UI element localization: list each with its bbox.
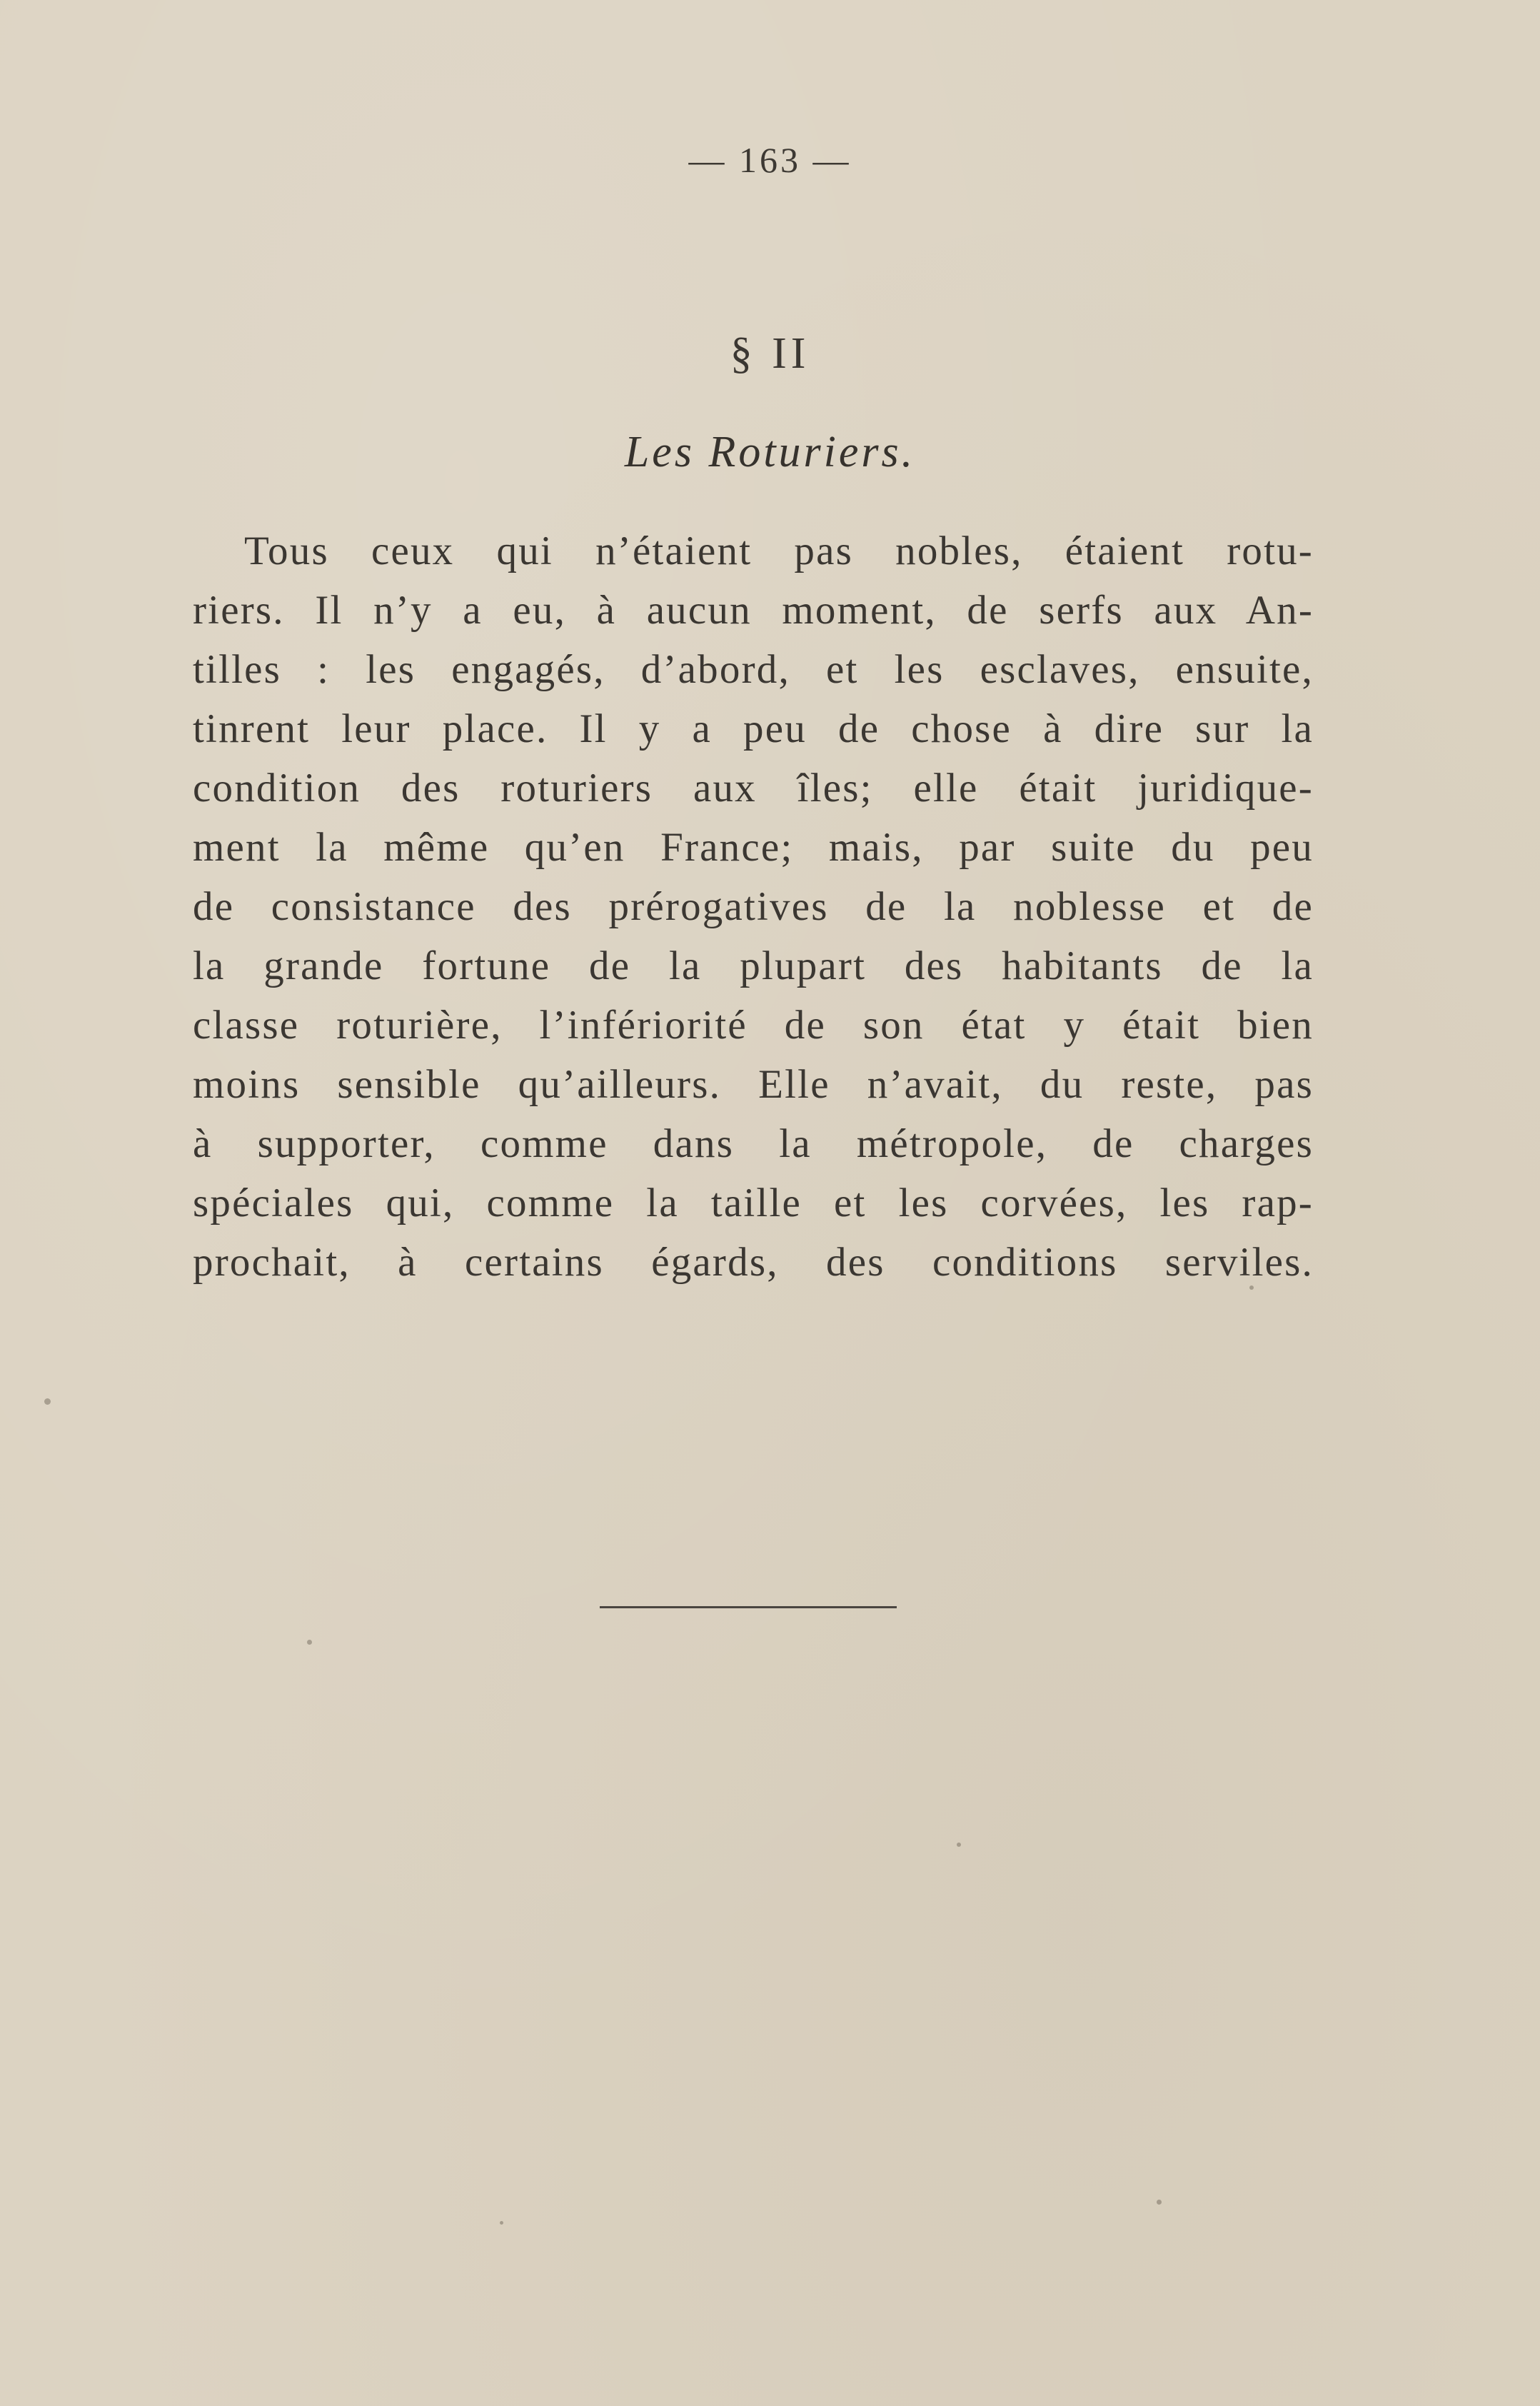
body-paragraph xyxy=(193,521,1314,1292)
text-line: ment la même qu’en France; mais, par suite du peu xyxy=(193,825,1314,870)
paper-speck xyxy=(307,1640,312,1645)
text-line: de consistance des prérogatives de la noblesse et de xyxy=(193,884,1314,929)
text-line: moins sensible qu’ailleurs. Elle n’avait, du reste, pas xyxy=(193,1062,1314,1107)
text-line: tilles : les engagés, d’abord, et les esclaves, ensuite, xyxy=(193,647,1314,692)
section-divider-rule xyxy=(600,1606,897,1608)
text-line: à supporter, comme dans la métropole, de charges xyxy=(193,1121,1314,1166)
paper-speck xyxy=(44,1398,51,1405)
text-line: classe roturière, l’infériorité de son état y était bien xyxy=(193,1003,1314,1048)
paper-speck xyxy=(500,2221,503,2225)
paper-speck xyxy=(1157,2200,1162,2205)
text-line: riers. Il n’y a eu, à aucun moment, de serfs aux An- xyxy=(193,588,1314,633)
page-number: — 163 — xyxy=(688,140,852,180)
text-line: Tous ceux qui n’étaient pas nobles, étaient rotu- xyxy=(244,528,1314,573)
text-line: tinrent leur place. Il y a peu de chose à dire sur la xyxy=(193,706,1314,751)
text-line: condition des roturiers aux îles; elle était juridique- xyxy=(193,766,1314,811)
text-line: la grande fortune de la plupart des habitants de la xyxy=(193,943,1314,988)
paper-speck xyxy=(1249,1285,1254,1290)
section-title: Les Roturiers. xyxy=(624,428,916,476)
text-line: prochait, à certains égards, des conditions serviles. xyxy=(193,1240,1314,1285)
section-heading: § II xyxy=(730,329,810,378)
paper-speck xyxy=(957,1843,961,1847)
text-line: spéciales qui, comme la taille et les corvées, les rap- xyxy=(193,1181,1314,1225)
